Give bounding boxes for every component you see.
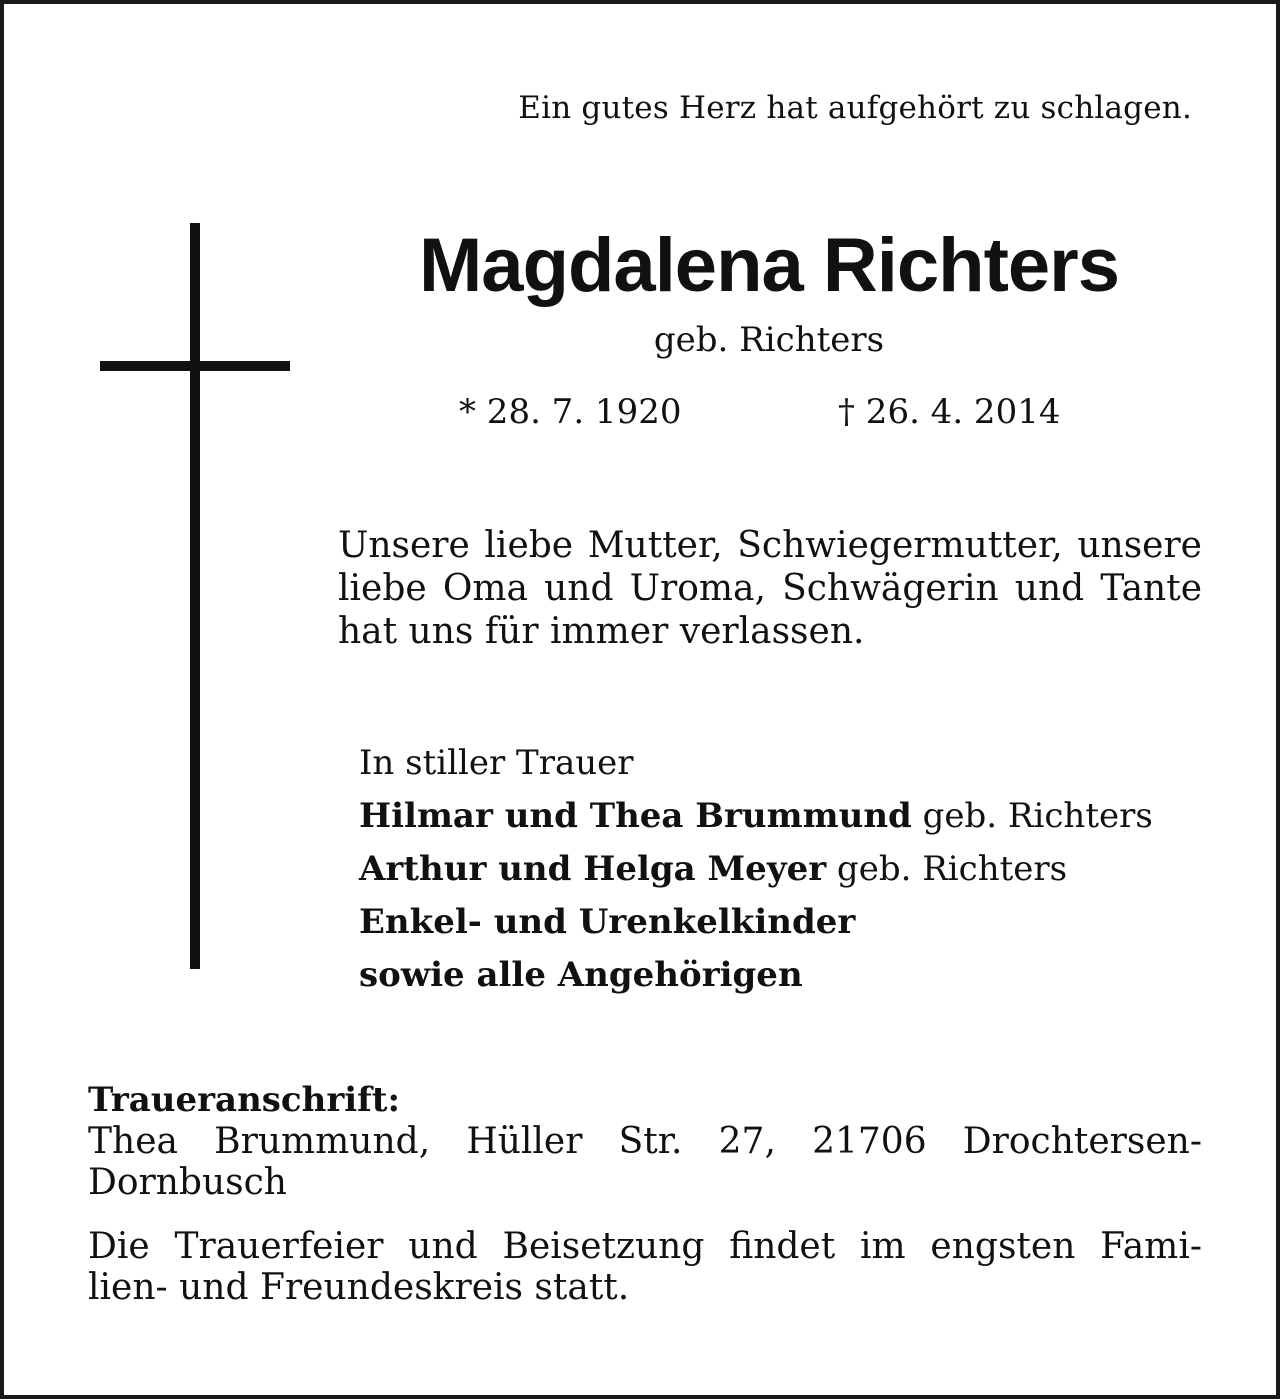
address-label: Traueranschrift: (88, 1080, 401, 1120)
mourner-names: Hilmar und Thea Brummund (359, 796, 912, 836)
deceased-name: Magdalena Richters (419, 223, 1119, 308)
farewell-message: Unsere liebe Mutter, Schwiegermutter, unsere liebe Oma und Uroma, Schwägerin und Tante hat uns für immer verlassen. (338, 525, 1202, 652)
address-line-1: Thea Brummund, Hüller Str. 27, 21706 Drochtersen- (88, 1121, 1202, 1162)
mourner-line (359, 843, 1153, 896)
maiden-name: geb. Richters (653, 320, 885, 360)
mourner-line (359, 949, 1153, 1002)
mourning-address (88, 1121, 1202, 1203)
cross-horizontal-bar (100, 361, 290, 371)
mourners-list (359, 737, 1153, 1002)
mourner-names: sowie alle Angehörigen (359, 955, 803, 995)
mourner-names: Enkel- und Urenkelkinder (359, 902, 856, 942)
mourners-intro: In stiller Trauer (359, 743, 634, 783)
motto-text: Ein gutes Herz hat aufgehört zu schlagen. (518, 90, 1192, 126)
cross-vertical-bar (190, 223, 200, 969)
ceremony-note (88, 1226, 1202, 1308)
mourner-line (359, 896, 1153, 949)
mourner-note: geb. Richters (911, 796, 1153, 836)
mourner-note: geb. Richters (826, 849, 1068, 889)
address-line-2: Dornbusch (88, 1162, 287, 1203)
birth-date: * 28. 7. 1920 (459, 392, 682, 432)
mourner-names: Arthur und Helga Meyer (359, 849, 827, 889)
ceremony-line-2: lien- und Freundeskreis statt. (88, 1267, 630, 1308)
ceremony-line-1: Die Trauerfeier und Beisetzung findet im engsten Fami- (88, 1226, 1202, 1267)
mourner-line (359, 790, 1153, 843)
death-date: † 26. 4. 2014 (838, 392, 1061, 432)
